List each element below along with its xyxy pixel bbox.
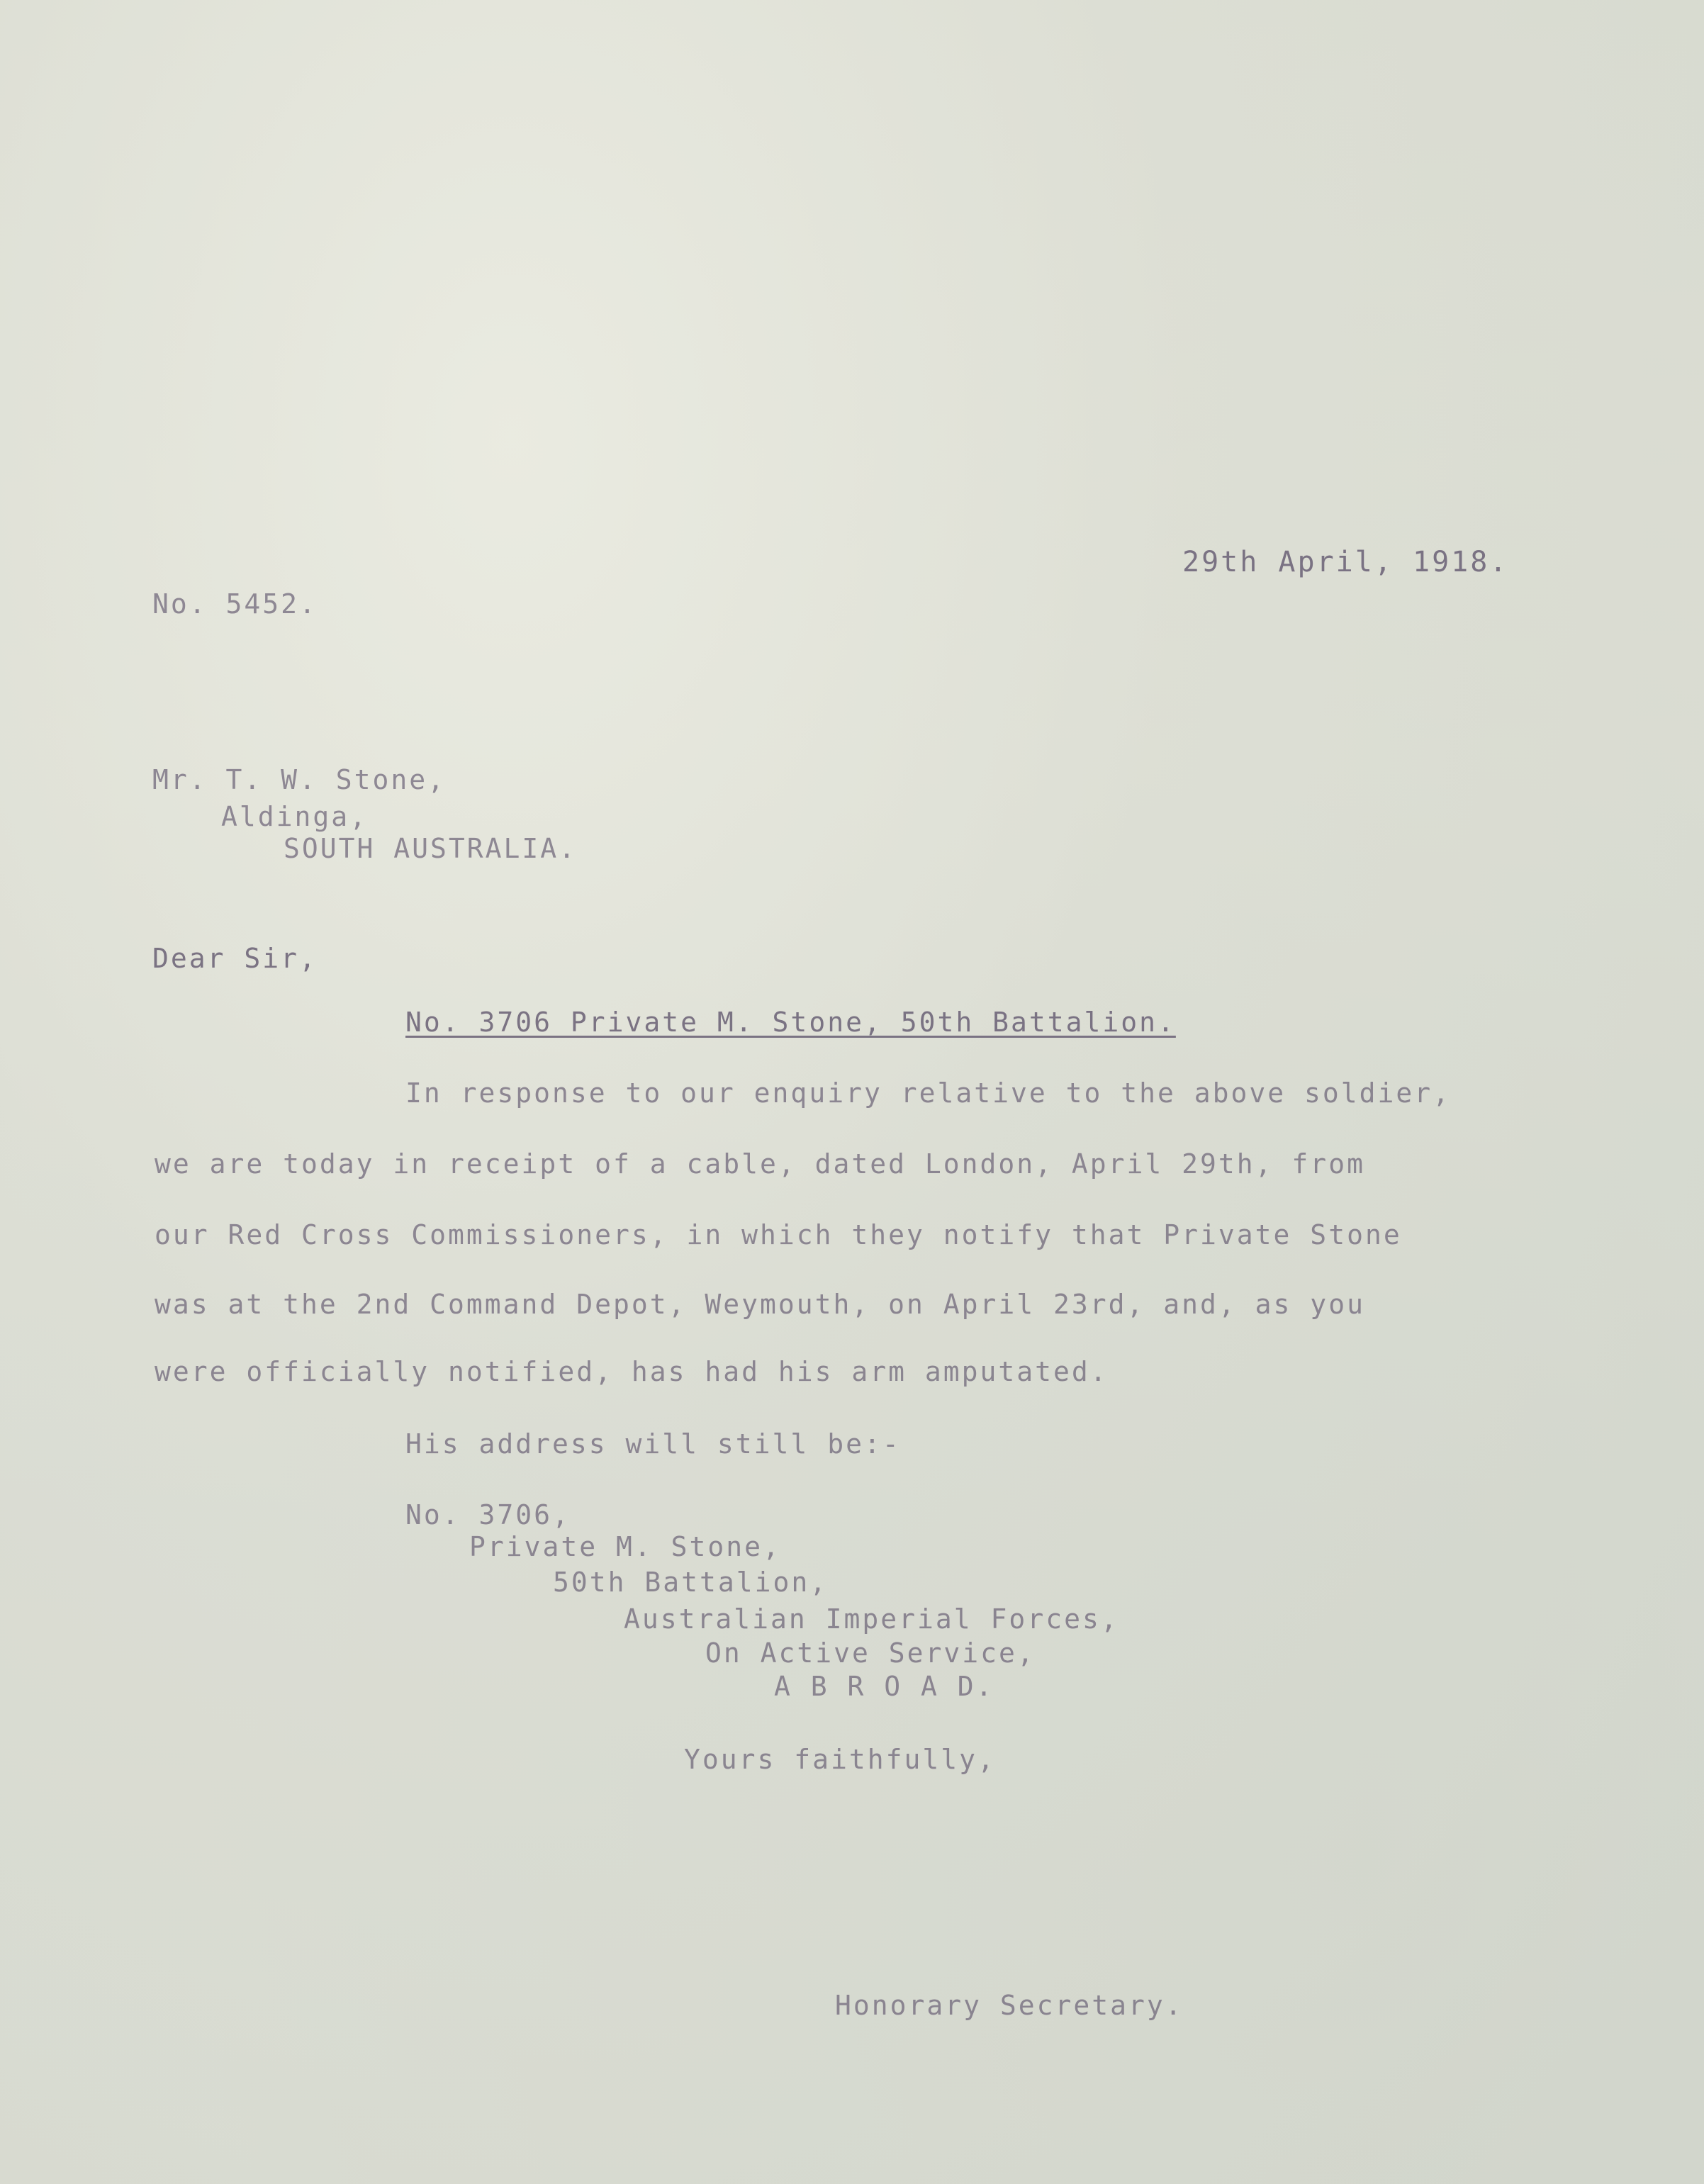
body-line: were officially notified, has had his arm amputated. xyxy=(155,1356,1109,1387)
recipient-town: Aldinga, xyxy=(221,801,369,832)
recipient-name: Mr. T. W. Stone, xyxy=(152,764,447,795)
recipient-state: SOUTH AUSTRALIA. xyxy=(284,833,578,864)
address-line: 50th Battalion, xyxy=(553,1567,829,1598)
address-line: No. 3706, xyxy=(405,1499,571,1530)
closing: Yours faithfully, xyxy=(684,1744,996,1775)
letter-date: 29th April, 1918. xyxy=(1182,546,1509,578)
address-line: A B R O A D. xyxy=(774,1671,994,1702)
body-line: In response to our enquiry relative to the above soldier, xyxy=(405,1077,1452,1109)
address-line: On Active Service, xyxy=(705,1637,1036,1669)
body-line: our Red Cross Commissioners, in which they notify that Private Stone xyxy=(155,1219,1402,1250)
signature-title: Honorary Secretary. xyxy=(835,1990,1184,2021)
letter-subject: No. 3706 Private M. Stone, 50th Battalion. xyxy=(405,1007,1176,1038)
address-line: Private M. Stone, xyxy=(469,1531,781,1562)
salutation: Dear Sir, xyxy=(152,943,318,974)
address-intro: His address will still be:- xyxy=(405,1428,901,1460)
reference-number: No. 5452. xyxy=(152,588,318,620)
body-line: we are today in receipt of a cable, dated London, April 29th, from xyxy=(155,1148,1365,1180)
address-line: Australian Imperial Forces, xyxy=(624,1603,1119,1635)
body-line: was at the 2nd Command Depot, Weymouth, on April 23rd, and, as you xyxy=(155,1289,1365,1320)
